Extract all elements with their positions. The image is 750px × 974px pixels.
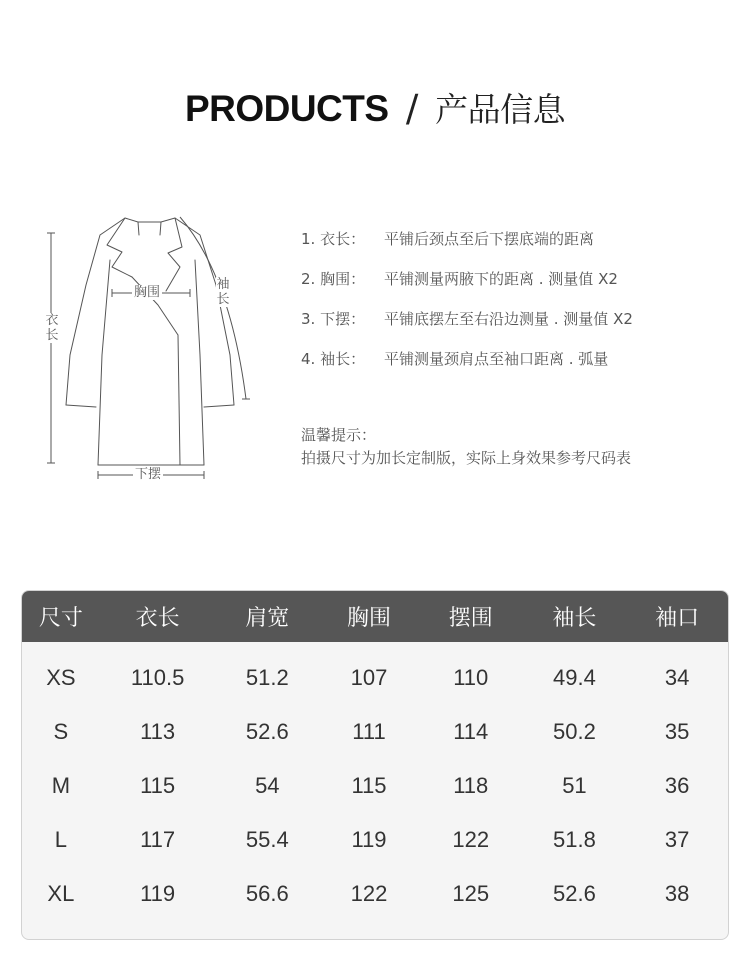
cell-cuff: 38 bbox=[664, 881, 690, 906]
measurement-item bbox=[301, 348, 721, 388]
cell-size: XS bbox=[46, 665, 76, 690]
cell-chest: 122 bbox=[350, 881, 388, 906]
cell-chest: 115 bbox=[351, 773, 387, 798]
label-chest: 胸围 bbox=[134, 285, 161, 300]
measurement-item bbox=[301, 268, 721, 308]
header-sleeve: 袖长 bbox=[552, 606, 597, 631]
cell-shoulder: 52.6 bbox=[245, 719, 289, 744]
cell-length: 119 bbox=[140, 881, 176, 906]
cell-hem: 118 bbox=[453, 773, 489, 798]
cell-hem: 122 bbox=[452, 827, 490, 852]
cell-size: L bbox=[54, 827, 68, 852]
cell-hem: 125 bbox=[452, 881, 490, 906]
measurement-desc: 平铺底摆左至右沿边测量 . 测量值 X2 bbox=[384, 310, 633, 328]
header-size: 尺寸 bbox=[38, 606, 83, 631]
cell-shoulder: 51.2 bbox=[245, 665, 289, 690]
header-length: 衣长 bbox=[135, 606, 180, 631]
header-chest: 胸围 bbox=[347, 606, 392, 631]
table-row bbox=[22, 651, 728, 705]
label-length: 衣长 bbox=[45, 313, 59, 343]
cell-cuff: 37 bbox=[664, 827, 690, 852]
cell-chest: 107 bbox=[350, 665, 388, 690]
measurement-item bbox=[301, 228, 721, 268]
cell-chest: 119 bbox=[351, 827, 387, 852]
cell-hem: 114 bbox=[453, 719, 489, 744]
tips-title: 温馨提示： bbox=[301, 426, 377, 444]
cell-length: 113 bbox=[140, 719, 176, 744]
coat-diagram bbox=[40, 205, 260, 485]
measurement-desc: 平铺测量两腋下的距离 . 测量值 X2 bbox=[384, 270, 618, 288]
title-cn: 产品信息 bbox=[435, 90, 566, 129]
measurement-number: 1. 衣长： bbox=[301, 230, 366, 248]
cell-sleeve: 49.4 bbox=[553, 665, 596, 690]
table-header bbox=[22, 591, 728, 642]
table-row bbox=[22, 705, 728, 759]
header-hem: 摆围 bbox=[448, 606, 493, 631]
cell-shoulder: 56.6 bbox=[245, 881, 289, 906]
cell-sleeve: 51.8 bbox=[553, 827, 596, 852]
tips-block bbox=[301, 424, 631, 470]
measurement-item bbox=[301, 308, 721, 348]
coat-body bbox=[66, 218, 125, 405]
cell-cuff: 34 bbox=[664, 665, 690, 690]
measurement-number: 4. 袖长： bbox=[301, 350, 366, 368]
header-cuff: 袖口 bbox=[655, 606, 700, 631]
label-hem: 下摆 bbox=[135, 467, 162, 482]
cell-sleeve: 52.6 bbox=[553, 881, 596, 906]
cell-cuff: 36 bbox=[664, 773, 690, 798]
title-en: PRODUCTS bbox=[184, 88, 389, 129]
cell-length: 110.5 bbox=[130, 665, 185, 690]
table-body bbox=[22, 642, 728, 921]
label-sleeve: 袖长 bbox=[216, 277, 230, 307]
size-table bbox=[21, 590, 729, 940]
coat-illustration bbox=[40, 205, 260, 485]
cell-sleeve: 51 bbox=[562, 773, 587, 798]
cell-chest: 111 bbox=[352, 719, 386, 744]
page-title bbox=[0, 84, 750, 131]
cell-size: M bbox=[51, 773, 71, 798]
table-row bbox=[22, 813, 728, 867]
table-row bbox=[22, 867, 728, 921]
title-separator: / bbox=[405, 87, 418, 130]
cell-length: 115 bbox=[140, 773, 176, 798]
tips-text: 拍摄尺寸为加长定制版，实际上身效果参考尺码表 bbox=[301, 449, 632, 467]
cell-shoulder: 55.4 bbox=[245, 827, 289, 852]
coat-collar bbox=[125, 218, 175, 222]
cell-shoulder: 54 bbox=[255, 773, 280, 798]
cell-length: 117 bbox=[140, 827, 176, 852]
cell-hem: 110 bbox=[453, 665, 489, 690]
measurement-desc: 平铺测量颈肩点至袖口距离 . 弧量 bbox=[384, 350, 609, 368]
measurement-desc: 平铺后颈点至后下摆底端的距离 bbox=[384, 230, 595, 248]
cell-size: XL bbox=[47, 881, 75, 906]
cell-cuff: 35 bbox=[664, 719, 690, 744]
measurement-number: 3. 下摆： bbox=[301, 310, 366, 328]
cell-size: S bbox=[53, 719, 69, 744]
header-shoulder: 肩宽 bbox=[245, 606, 290, 631]
cell-sleeve: 50.2 bbox=[553, 719, 596, 744]
measurement-notes bbox=[301, 228, 721, 388]
table-row bbox=[22, 759, 728, 813]
measurement-number: 2. 胸围： bbox=[301, 270, 366, 288]
